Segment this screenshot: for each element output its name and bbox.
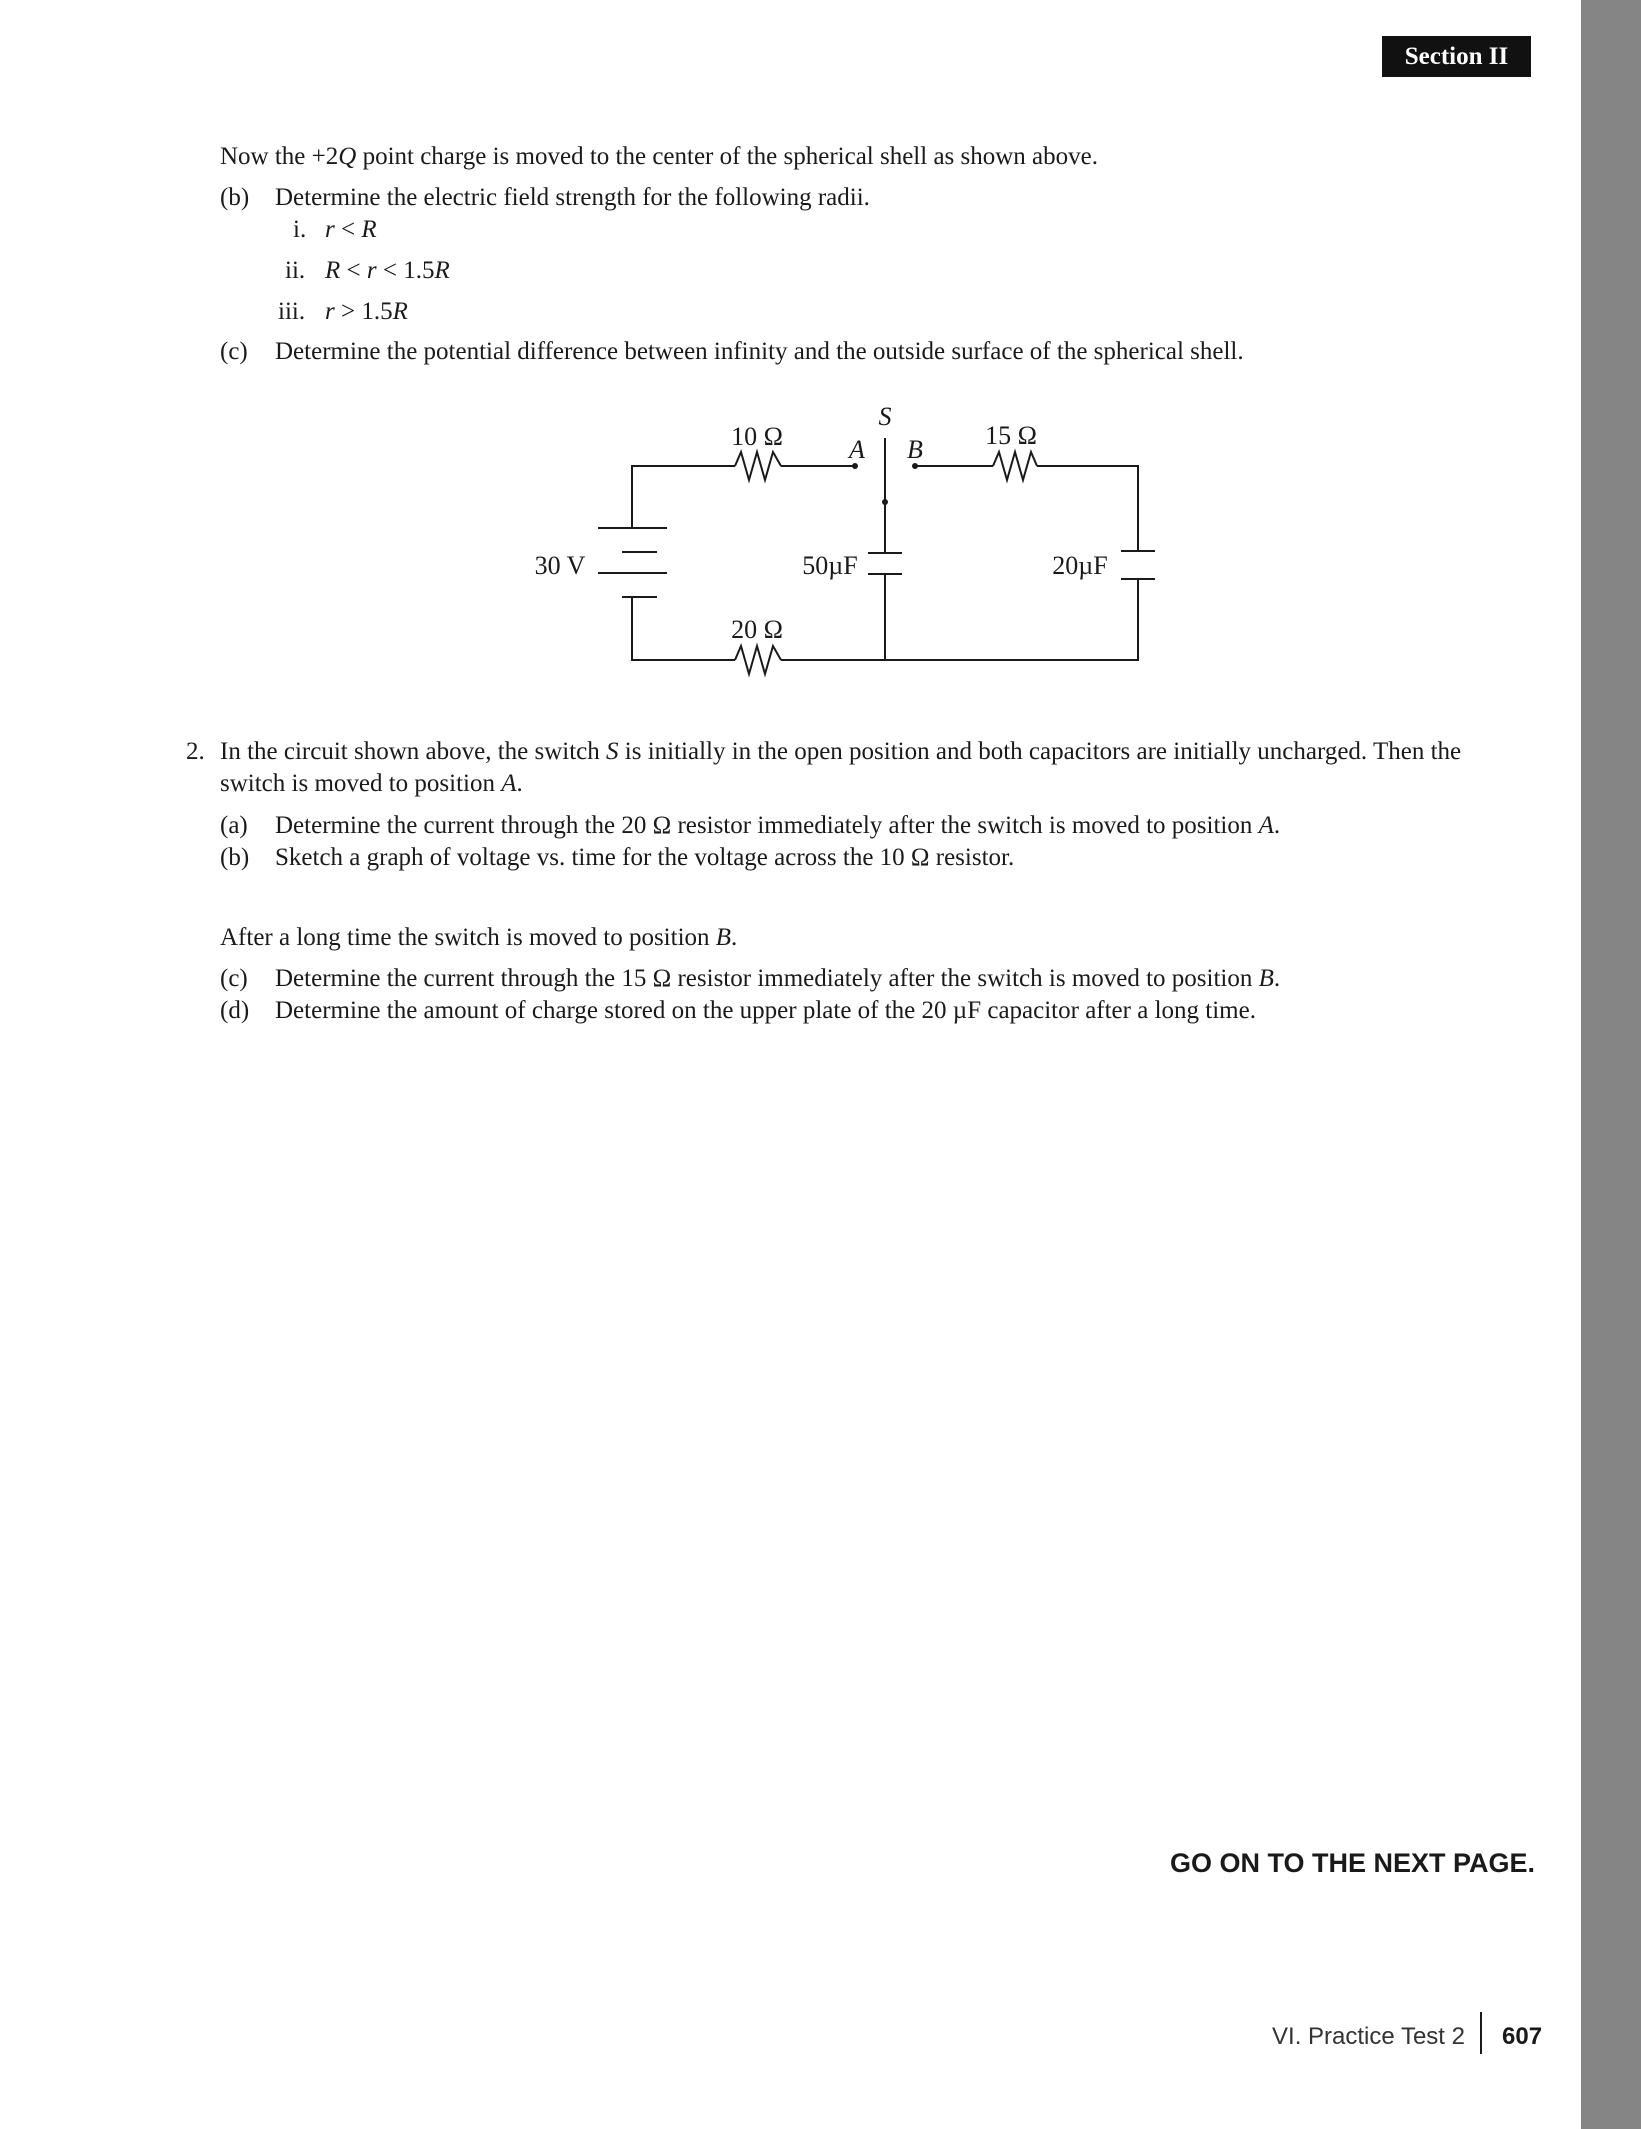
page-number: 607	[1502, 2023, 1543, 2050]
resistor-10-symbol	[735, 452, 781, 480]
radius-i-label: i.	[293, 216, 307, 243]
label-20-ohm: 20 Ω	[731, 615, 783, 644]
q1-part-c-label: (c)	[220, 338, 248, 365]
resistor-15-symbol	[993, 452, 1037, 480]
q2-part-b-text: Sketch a graph of voltage vs. time for the voltage across the 10 Ω resistor.	[275, 844, 1015, 871]
label-cap-20: 20µF	[1052, 551, 1108, 580]
wire-bottom-left	[632, 597, 735, 660]
radius-iii-condition: r > 1.5R	[325, 298, 408, 325]
q2-part-c-text: Determine the current through the 15 Ω resistor immediately after the switch is moved to position B.	[275, 965, 1281, 992]
label-pos-a: A	[849, 435, 865, 464]
q1-intro: Now the +2Q point charge is moved to the center of the spherical shell as shown above.	[220, 143, 1098, 170]
radius-i-condition: r < R	[325, 216, 377, 243]
q2-part-a-text: Determine the current through the 20 Ω resistor immediately after the switch is moved to position A.	[275, 812, 1281, 839]
wire-bottom-right	[781, 579, 1138, 660]
q2-after-text: After a long time the switch is moved to position B.	[220, 924, 738, 951]
switch-pivot	[882, 499, 888, 505]
q2-part-a-label: (a)	[220, 812, 248, 839]
q2-part-c-label: (c)	[220, 965, 248, 992]
footer-title: VI. Practice Test 2	[1272, 2023, 1465, 2050]
q2-number: 2.	[186, 738, 205, 765]
label-10-ohm: 10 Ω	[731, 422, 783, 451]
radius-iii-label: iii.	[278, 298, 306, 325]
label-cap-50: 50µF	[802, 551, 858, 580]
footer-divider	[1480, 2012, 1482, 2054]
radius-ii-condition: R < r < 1.5R	[325, 257, 450, 284]
q2-part-d-text: Determine the amount of charge stored on the upper plate of the 20 µF capacitor after a long time.	[275, 997, 1256, 1024]
q2-part-b-label: (b)	[220, 844, 250, 871]
go-on-next-page: GO ON TO THE NEXT PAGE.	[1169, 1848, 1535, 1878]
wire-top-left	[632, 466, 735, 528]
q1-part-b-text: Determine the electric field strength for the following radii.	[275, 184, 870, 211]
label-pos-b: B	[907, 435, 923, 464]
label-15-ohm: 15 Ω	[985, 421, 1037, 450]
label-battery: 30 V	[534, 551, 586, 580]
circuit-diagram	[0, 0, 1641, 720]
q2-stem: In the circuit shown above, the switch S is initially in the open position and both capacitors are initially uncharged. Then the switch is moved to position A.	[220, 738, 1462, 797]
q1-part-c-text: Determine the potential difference between infinity and the outside surface of the spherical shell.	[275, 338, 1244, 365]
section-label: Section II	[1382, 36, 1531, 77]
label-switch-s: S	[878, 402, 892, 431]
wire-top-right	[1037, 466, 1138, 551]
q2-part-d-label: (d)	[220, 997, 250, 1024]
q1-part-b-label: (b)	[220, 184, 250, 211]
resistor-20-symbol	[735, 646, 781, 674]
radius-ii-label: ii.	[285, 257, 306, 284]
